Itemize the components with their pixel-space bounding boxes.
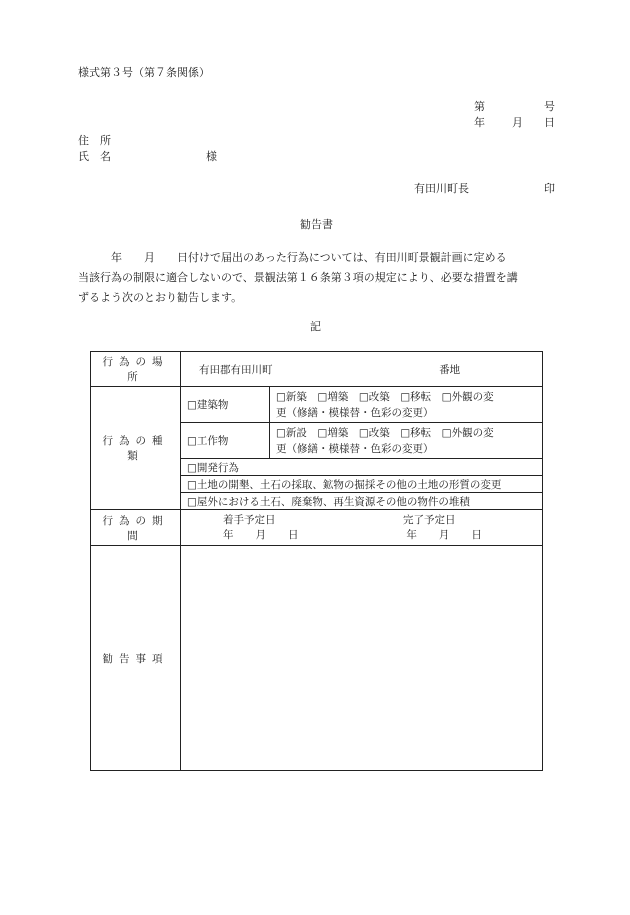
start-date-ymd [223,528,403,543]
period-row [91,510,543,546]
recommendation-table [90,351,543,771]
body-line-1: 年 月 日付けで届出のあった行為については、有田川町景観計画に定める [78,251,507,264]
building-options-line2: 更（修繕・模様替・色彩の変更） [276,406,434,419]
issuer-seal: 印 [544,182,555,195]
honorific-sama: 様 [206,150,217,163]
address-label: 住 所 [78,134,111,147]
recommendation-content-area[interactable] [181,546,543,771]
recommendation-label: 勧告事項 [91,546,181,771]
structure-options-line2: 更（修繕・模様替・色彩の変更） [276,442,434,455]
type-row-building [91,387,543,423]
period-value [181,510,543,546]
building-options-line1: □新築 □増築 □改築 □移転 □外観の変 [276,390,494,403]
structure-options-line1: □新設 □増築 □改築 □移転 □外観の変 [276,426,494,439]
building-options [270,387,543,423]
location-banchi: 番地 [439,363,461,376]
type-label: 行為の種類 [91,387,181,510]
body-line-2: 当該行為の制限に適合しないので、景観法第１６条第３項の規定により、必要な措置を講 [78,271,518,284]
start-month: 月 [255,528,266,541]
issuer-title: 有田川町長 [414,182,469,195]
outdoor-checkbox[interactable]: □屋外における土石、廃棄物、再生資源その他の物件の堆積 [181,493,543,510]
name-label: 氏 名 [78,150,111,163]
start-year: 年 [223,528,234,541]
body-line-3: ずるよう次のとおり勧告します。 [78,291,243,304]
end-date-ymd [403,529,482,541]
ki-heading: 記 [310,320,321,333]
structure-checkbox[interactable]: □工作物 [181,423,270,459]
period-label: 行為の期間 [91,510,181,546]
doc-number-go: 号 [544,100,555,113]
recommendation-row [91,546,543,771]
location-row [91,352,543,387]
end-date-label: 完了予定日 [403,513,456,526]
date-month: 月 [512,116,523,129]
date-day: 日 [544,116,555,129]
structure-options [270,423,543,459]
location-town: 有田郡有田川町 [199,363,273,376]
start-day: 日 [288,528,299,541]
doc-number-dai: 第 [474,100,485,113]
land-checkbox[interactable]: □土地の開墾、土石の採取、鉱物の掘採その他の土地の形質の変更 [181,476,543,493]
development-checkbox[interactable]: □開発行為 [181,459,543,476]
building-checkbox[interactable]: □建築物 [181,387,270,423]
end-month: 月 [438,528,450,541]
start-date-label: 着手予定日 [223,513,276,526]
end-day: 日 [471,528,482,541]
location-value [181,352,543,387]
form-number: 様式第３号（第７条関係） [78,66,210,79]
body-paragraph [78,248,558,308]
date-year: 年 [474,116,485,129]
document-title: 勧告書 [300,218,333,231]
end-year: 年 [406,528,417,541]
location-label: 行為の場所 [91,352,181,387]
